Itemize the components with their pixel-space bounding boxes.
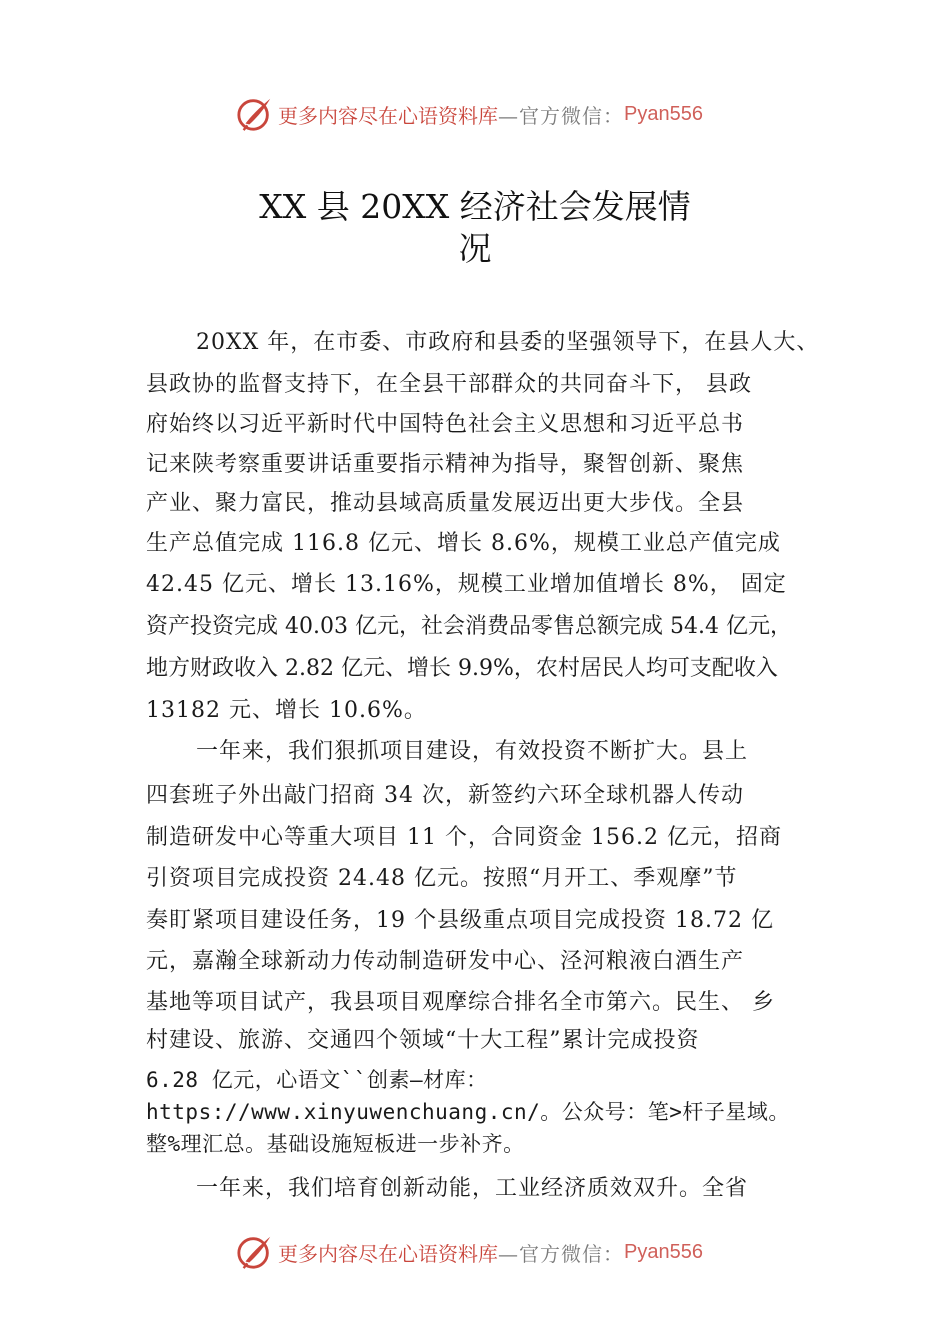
- header-banner: [236, 94, 703, 134]
- body-line: 制造研发中心等重大项目 11 个，合同资金 156.2 亿元，招商: [146, 825, 782, 850]
- body-line: 引资项目完成投资 24.48 亿元。按照“月开工、季观摩”节: [146, 866, 738, 891]
- body-line: https://www.xinyuwenchuang.cn/。公众号：笔>杆子星域。: [146, 1100, 790, 1124]
- body-line: 资产投资完成 40.03 亿元，社会消费品零售总额完成 54.4 亿元，: [146, 614, 792, 639]
- body-line: 府始终以习近平新时代中国特色社会主义思想和习近平总书: [146, 412, 745, 437]
- body-line: 四套班子外出敲门招商 34 次，新签约六环全球机器人传动: [146, 783, 744, 808]
- quill-logo-icon: [236, 1233, 274, 1271]
- body-line: 6.28 亿元，心语文``创素—材库：: [146, 1068, 488, 1092]
- body-line: 县政协的监督支持下，在全县干部群众的共同奋斗下， 县政: [146, 372, 752, 397]
- body-line: 一年来，我们狠抓项目建设，有效投资不断扩大。县上: [196, 739, 749, 764]
- banner-wechat-id: Pyan556: [624, 102, 703, 125]
- body-line: 整%理汇总。基础设施短板进一步补齐。: [146, 1132, 525, 1156]
- body-line: 地方财政收入 2.82 亿元、增长 9.9%，农村居民人均可支配收入: [146, 656, 778, 681]
- body-line: 奏盯紧项目建设任务，19 个县级重点项目完成投资 18.72 亿: [146, 908, 774, 933]
- title-line-2: 况: [458, 229, 492, 268]
- banner-library-text: 更多内容尽在心语资料库: [278, 103, 498, 128]
- body-line: 产业、聚力富民，推动县域高质量发展迈出更大步伐。全县: [146, 491, 745, 516]
- banner-wechat-id: Pyan556: [624, 1240, 703, 1263]
- banner-official-label: —官方微信：: [498, 103, 624, 128]
- body-line: 元，嘉瀚全球新动力传动制造研发中心、泾河粮液白酒生产: [146, 949, 745, 974]
- quill-logo-icon: [236, 95, 274, 133]
- body-line: 一年来，我们培育创新动能，工业经济质效双升。全省: [196, 1176, 749, 1201]
- body-line: 生产总值完成 116.8 亿元、增长 8.6%，规模工业总产值完成: [146, 531, 781, 556]
- title-line-1: XX 县 20XX 经济社会发展情: [259, 187, 691, 226]
- body-line: 20XX 年，在市委、市政府和县委的坚强领导下，在县人大、: [196, 330, 820, 355]
- body-line: 13182 元、增长 10.6%。: [146, 698, 427, 723]
- banner-library-text: 更多内容尽在心语资料库: [278, 1241, 498, 1266]
- body-line: 42.45 亿元、增长 13.16%，规模工业增加值增长 8%， 固定: [146, 572, 787, 597]
- body-line: 基地等项目试产，我县项目观摩综合排名全市第六。民生、 乡: [146, 990, 775, 1015]
- document-title: [150, 186, 800, 270]
- footer-banner: [236, 1232, 703, 1272]
- body-line: 村建设、旅游、交通四个领域“十大工程”累计完成投资: [146, 1028, 700, 1053]
- banner-official-label: —官方微信：: [498, 1241, 624, 1266]
- body-line: 记来陕考察重要讲话重要指示精神为指导，聚智创新、聚焦: [146, 452, 745, 477]
